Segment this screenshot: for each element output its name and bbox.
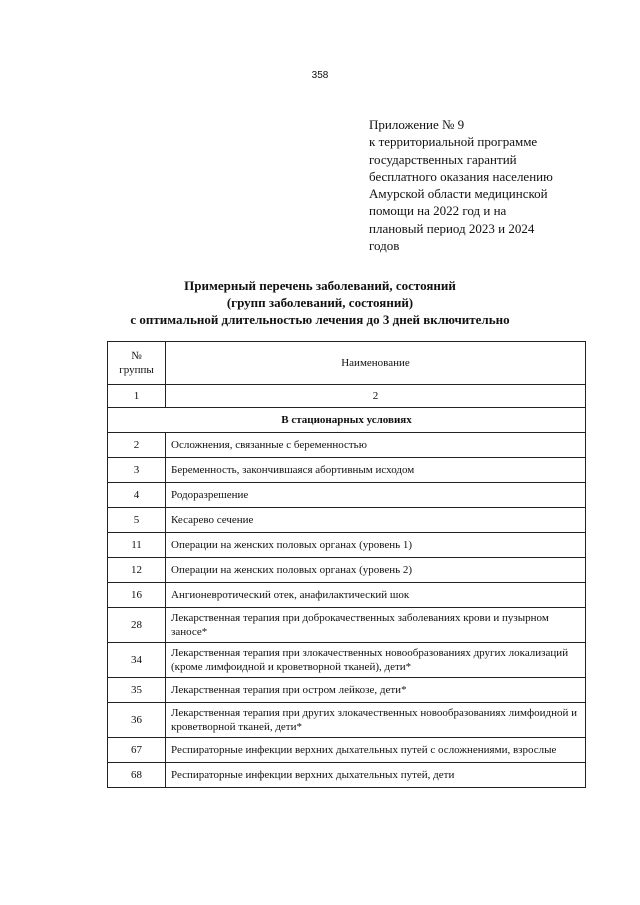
group-name: Родоразрешение <box>166 483 586 508</box>
table-row <box>108 458 586 483</box>
group-name: Операции на женских половых органах (уровень 1) <box>166 533 586 558</box>
group-name: Лекарственная терапия при других злокачественных новообразованиях лимфоидной и кроветворной тканей, дети* <box>166 703 586 738</box>
section-row <box>108 408 586 433</box>
appendix-line: государственных гарантий <box>369 151 517 167</box>
group-number: 3 <box>108 458 166 483</box>
group-name: Лекарственная терапия при доброкачественных заболеваниях крови и пузырном заносе* <box>166 608 586 643</box>
table-row <box>108 508 586 533</box>
group-number: 28 <box>108 608 166 643</box>
appendix-line: помощи на 2022 год и на <box>369 203 507 219</box>
group-number: 35 <box>108 678 166 703</box>
group-name: Лекарственная терапия при злокачественных новообразованиях других локализаций (кроме лимфоидной и кроветворной тканей), дети* <box>166 643 586 678</box>
section-title: В стационарных условиях <box>108 408 586 433</box>
group-name: Операции на женских половых органах (уровень 2) <box>166 558 586 583</box>
page-number: 358 <box>311 70 329 81</box>
group-name: Респираторные инфекции верхних дыхательных путей, дети <box>166 763 586 788</box>
table-row <box>108 763 586 788</box>
group-name: Беременность, закончившаяся абортивным исходом <box>166 458 586 483</box>
column-index-name: 2 <box>166 385 586 408</box>
appendix-caption <box>369 116 609 254</box>
table-row <box>108 483 586 508</box>
group-name: Ангионевротический отек, анафилактический шок <box>166 583 586 608</box>
title-line: (групп заболеваний, состояний) <box>226 295 414 310</box>
appendix-line: плановый период 2023 и 2024 <box>369 220 535 236</box>
table-row <box>108 608 586 643</box>
disease-group-table <box>107 341 586 788</box>
title-line: Примерный перечень заболеваний, состояний <box>184 278 456 293</box>
group-name: Осложнения, связанные с беременностью <box>166 433 586 458</box>
group-number: 5 <box>108 508 166 533</box>
group-number: 67 <box>108 738 166 763</box>
table-row <box>108 703 586 738</box>
column-header-name: Наименование <box>166 342 586 385</box>
table-row <box>108 583 586 608</box>
group-number: 16 <box>108 583 166 608</box>
table-header-row <box>108 342 586 385</box>
group-number: 12 <box>108 558 166 583</box>
appendix-line: к территориальной программе <box>369 134 538 150</box>
table-row <box>108 433 586 458</box>
group-name: Кесарево сечение <box>166 508 586 533</box>
title-line: с оптимальной длительностью лечения до 3 дней включительно <box>130 312 510 327</box>
column-index-number: 1 <box>108 385 166 408</box>
group-name: Респираторные инфекции верхних дыхательных путей с осложнениями, взрослые <box>166 738 586 763</box>
column-index-row <box>108 385 586 408</box>
table-row <box>108 643 586 678</box>
table-row <box>108 533 586 558</box>
table-row <box>108 678 586 703</box>
group-number: 4 <box>108 483 166 508</box>
appendix-line: бесплатного оказания населению <box>369 168 553 184</box>
table-row <box>108 738 586 763</box>
column-header-number: № группы <box>108 342 166 385</box>
appendix-line: Амурской области медицинской <box>369 186 548 202</box>
group-number: 34 <box>108 643 166 678</box>
appendix-line: годов <box>369 238 400 254</box>
table-row <box>108 558 586 583</box>
group-name: Лекарственная терапия при остром лейкозе, дети* <box>166 678 586 703</box>
document-title <box>80 277 560 328</box>
group-number: 68 <box>108 763 166 788</box>
appendix-line: Приложение № 9 <box>369 117 465 132</box>
group-number: 11 <box>108 533 166 558</box>
group-number: 2 <box>108 433 166 458</box>
group-number: 36 <box>108 703 166 738</box>
